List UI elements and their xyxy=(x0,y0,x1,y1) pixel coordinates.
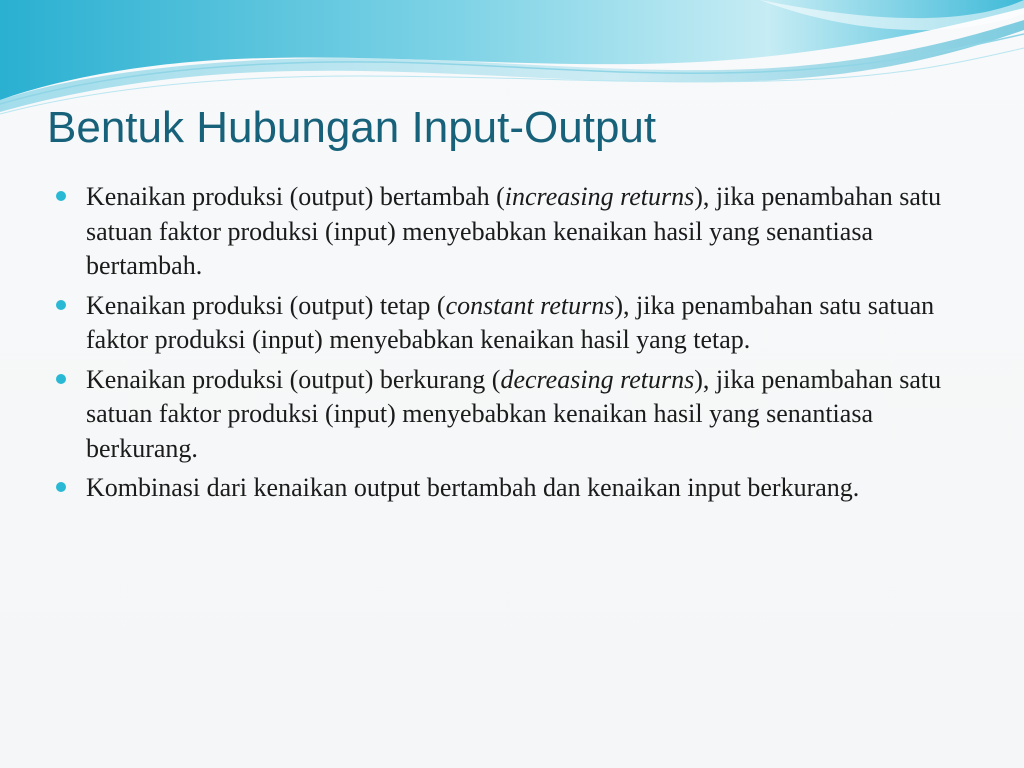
bullet-italic-term: increasing returns xyxy=(504,182,695,211)
bullet-dot-icon xyxy=(56,300,66,310)
bullet-text-before: Kenaikan produksi (output) berkurang ( xyxy=(86,364,501,394)
bullet-combination xyxy=(56,471,976,506)
bullet-decreasing-returns xyxy=(56,363,976,467)
bullet-italic-term: decreasing returns xyxy=(500,364,695,394)
bullet-text-after: ), jika penambahan satu satuan faktor produksi (input) menyebabkan kenaikan hasil yang senantiasa bertambah. xyxy=(86,182,942,280)
bullet-text-after: ), jika penambahan satu satuan faktor produksi (input) menyebabkan kenaikan hasil yang tetap. xyxy=(86,290,935,354)
bullet-text-before: Kombinasi dari kenaikan output bertambah dan kenaikan input berkurang. xyxy=(86,473,860,502)
bullet-italic-term: constant returns xyxy=(445,290,615,320)
bullet-text-after: ), jika penambahan satu satuan faktor produksi (input) menyebabkan kenaikan hasil yang senantiasa berkurang. xyxy=(86,364,942,463)
slide-title: Bentuk Hubungan Input-Output xyxy=(47,103,657,152)
bullet-increasing-returns xyxy=(56,180,976,284)
bullet-text-before: Kenaikan produksi (output) bertambah ( xyxy=(86,182,505,211)
bullet-dot-icon xyxy=(56,482,66,492)
bullet-list xyxy=(56,180,976,511)
bullet-constant-returns xyxy=(56,289,976,358)
bullet-dot-icon xyxy=(56,191,66,201)
bullet-dot-icon xyxy=(56,374,66,384)
wave-band-main xyxy=(0,0,1024,100)
bullet-text-before: Kenaikan produksi (output) tetap ( xyxy=(86,290,446,320)
